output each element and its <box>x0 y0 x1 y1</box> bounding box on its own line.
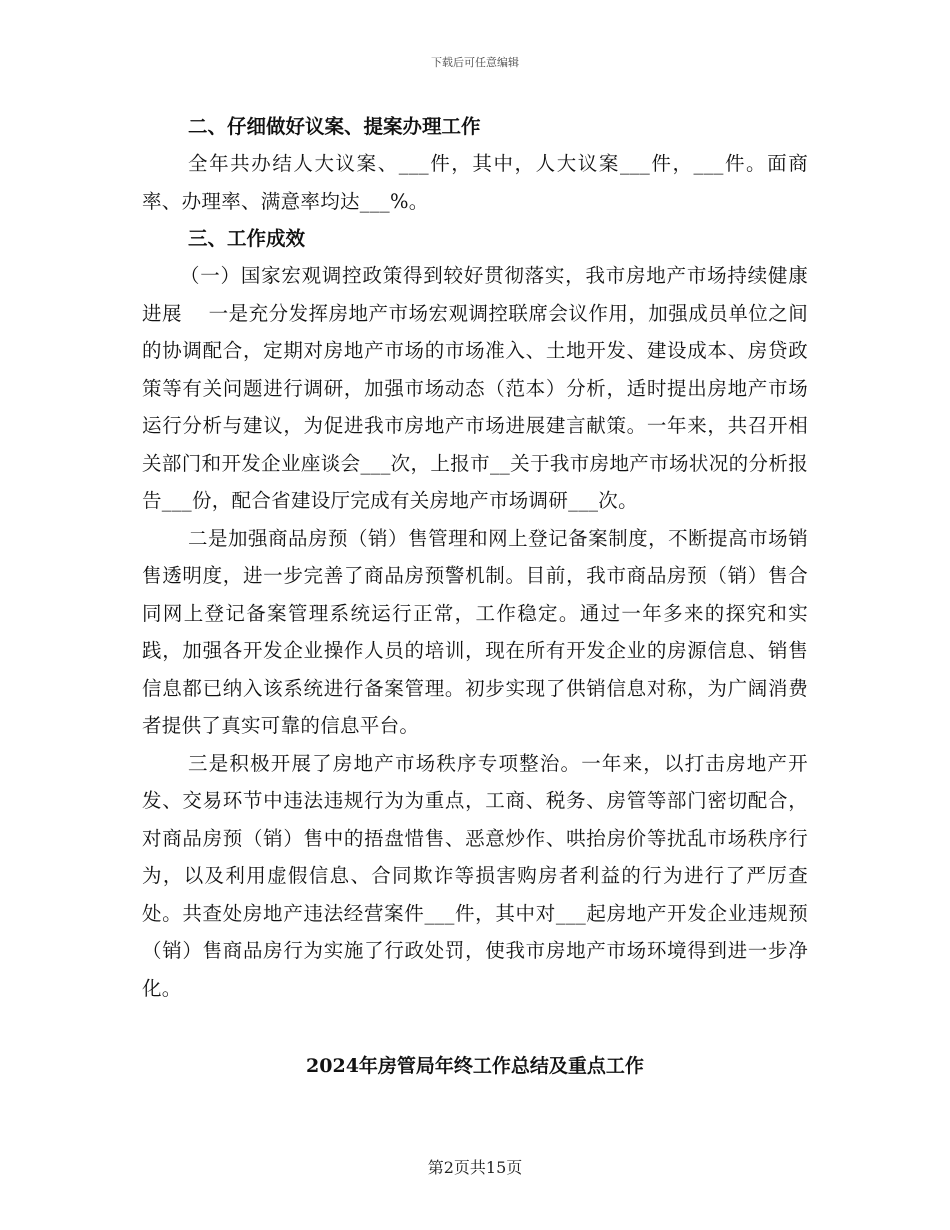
section-heading-3: 三、工作成效 <box>188 227 306 250</box>
paragraph-macro-control: （一）国家宏观调控政策得到较好贯彻落实，我市房地产市场持续健康进展 一是充分发挥房地产市场宏观调控联席会议作用，加强成员单位之间的协调配合，定期对房地产市场的市场准入、土地开发、建设成本、房贷政策等有关问题进行调研，加强市场动态（范本）分析，适时提出房地产市场运行分析与建议，为促进我市房地产市场进展建言献策。一年来，共召开相关部门和开发企业座谈会___次，上报市__关于我市房地产市场状况的分析报告___份，配合省建设厅完成有关房地产市场调研___次。 <box>142 264 808 512</box>
paragraph-market-rectification: 三是积极开展了房地产市场秩序专项整治。一年来，以打击房地产开发、交易环节中违法违规行为为重点，工商、税务、房管等部门密切配合，对商品房预（销）售中的捂盘惜售、恶意炒作、哄抬房价等扰乱市场秩序行为，以及利用虚假信息、合同欺诈等损害购房者利益的行为进行了严厉查处。共查处房地产违法经营案件___件，其中对___起房地产开发企业违规预（销）售商品房行为实施了行政处罚，使我市房地产市场环境得到进一步净化。 <box>142 751 808 1000</box>
document-body <box>142 108 808 1007</box>
header-note: 下载后可任意编辑 <box>431 56 519 69</box>
section-heading-2: 二、仔细做好议案、提案办理工作 <box>188 115 481 138</box>
paragraph-presale-management: 二是加强商品房预（销）售管理和网上登记备案制度，不断提高市场销售透明度，进一步完善了商品房预警机制。目前，我市商品房预（销）售合同网上登记备案管理系统运行正常，工作稳定。通过一年多来的探究和实践，加强各开发企业操作人员的培训，现在所有开发企业的房源信息、销售信息都已纳入该系统进行备案管理。初步实现了供销信息对称，为广阔消费者提供了真实可靠的信息平台。 <box>142 526 808 737</box>
paragraph-proposals: 全年共办结人大议案、___件，其中，人大议案___件，___件。面商率、办理率、满意率均达___%。 <box>142 152 808 213</box>
document-title: 2024年房管局年终工作总结及重点工作 <box>306 1055 644 1077</box>
page-number: 第2页共15页 <box>427 1158 523 1177</box>
